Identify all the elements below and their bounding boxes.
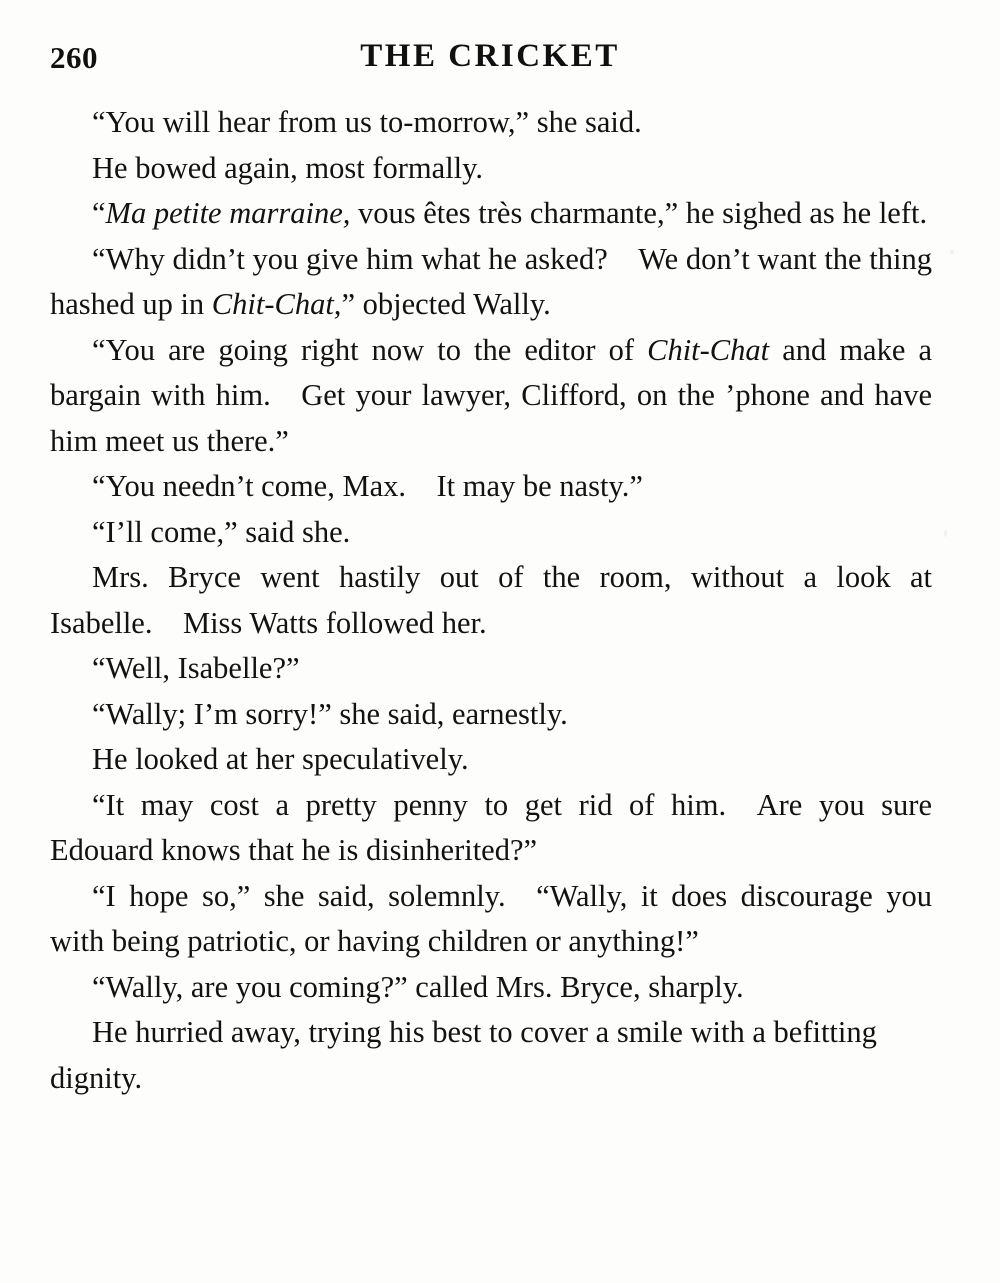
body-paragraph bbox=[50, 464, 932, 510]
body-paragraph bbox=[50, 237, 932, 328]
text-run: “You needn’t come, Max. It may be nasty.” bbox=[92, 469, 643, 503]
body-paragraph bbox=[50, 965, 932, 1011]
text-run: “I’ll come,” said she. bbox=[92, 514, 351, 549]
text-run: Mrs. Bryce went hastily out of the room, without a look at Isabelle. Miss Watts followed her. bbox=[50, 560, 932, 640]
text-run: He hurried away, trying his best to cover a smile with a befitting dignity. bbox=[50, 1015, 877, 1095]
body-paragraph bbox=[50, 146, 932, 192]
body-paragraph bbox=[50, 874, 932, 965]
text-run: “It may cost a pretty penny to get rid of him. Are you sure Edouard knows that he is disinherited?” bbox=[50, 787, 932, 867]
text-run: He looked at her speculatively. bbox=[92, 742, 469, 776]
paper-speck bbox=[950, 250, 954, 254]
page-number: 260 bbox=[50, 40, 98, 75]
body-paragraph bbox=[50, 737, 932, 783]
running-title: THE CRICKET bbox=[360, 38, 620, 74]
body-paragraph bbox=[50, 1010, 932, 1101]
emphasis-text: Chit-Chat, bbox=[211, 287, 342, 321]
page-body bbox=[50, 100, 932, 1101]
body-paragraph bbox=[50, 646, 932, 692]
text-run: He bowed again, most formally. bbox=[92, 150, 484, 185]
body-paragraph bbox=[50, 191, 932, 237]
paper-speck bbox=[944, 530, 947, 537]
body-paragraph bbox=[50, 510, 932, 556]
emphasis-text: Ma petite marraine, bbox=[105, 196, 351, 230]
body-paragraph bbox=[50, 555, 932, 646]
text-run: “I hope so,” she said, solemnly. “Wally, it does discourage you with being patriotic, or having children or anything!” bbox=[50, 878, 932, 958]
text-run: “Wally, are you coming?” called Mrs. Bryce, sharply. bbox=[92, 969, 744, 1004]
text-run: vous êtes très charmante,” he sighed as he left. bbox=[350, 196, 928, 230]
body-paragraph bbox=[50, 100, 932, 146]
text-run: “You will hear from us to-morrow,” she said. bbox=[92, 105, 642, 139]
emphasis-text: Chit-Chat bbox=[647, 332, 770, 367]
body-paragraph bbox=[50, 692, 932, 738]
text-run: “Wally; I’m sorry!” she said, earnestly. bbox=[92, 696, 568, 731]
text-run: “You are going right now to the editor of bbox=[92, 332, 648, 367]
text-run: “Why didn’t you give him what he asked? We don’t want the thing hashed up in bbox=[50, 241, 932, 321]
text-run: and make a bargain with him. Get your lawyer, Clifford, on the ’phone and have him meet us there.” bbox=[50, 332, 932, 458]
text-run: “Well, Isabelle?” bbox=[92, 651, 300, 685]
body-paragraph bbox=[50, 783, 932, 874]
page-header bbox=[50, 38, 930, 86]
body-paragraph bbox=[50, 328, 932, 465]
text-run: “ bbox=[92, 196, 106, 230]
text-run: ” objected Wally. bbox=[341, 287, 551, 321]
